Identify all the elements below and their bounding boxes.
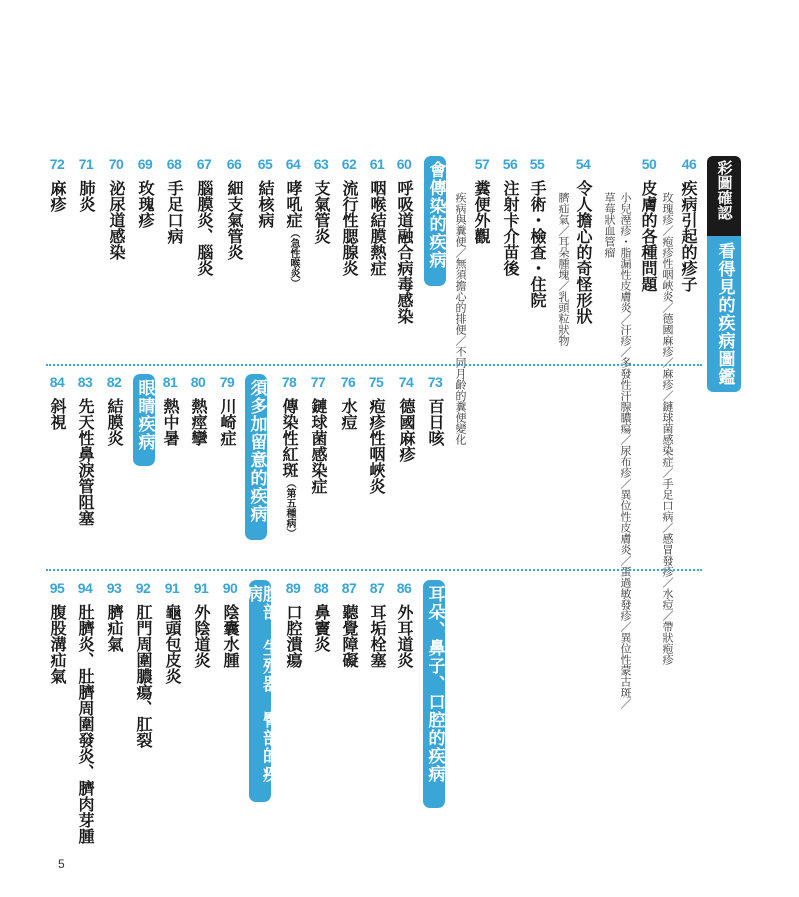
entry-subtopics: 小兒溼疹・脂漏性皮膚炎／汗疹／多發性汗腺膿瘍／尿布疹／異位性皮膚炎／蛋過敏發疹／異位性蒙古斑／ — [619, 192, 632, 709]
entry-number: 70 — [108, 156, 124, 172]
section-banner-abdomen: 腹部、生殖器、臀部的疾病 — [249, 580, 271, 802]
toc-entry[interactable]: 皮膚的各種問題 — [639, 180, 658, 292]
entry-number: 88 — [313, 580, 329, 596]
entry-number: 87 — [369, 580, 385, 596]
toc-entry[interactable]: 疾病引起的疹子 — [679, 180, 698, 292]
entry-number: 66 — [226, 156, 242, 172]
toc-entry[interactable]: 支氣管炎 — [312, 180, 331, 244]
toc-entry[interactable]: 熱痙攣 — [189, 398, 208, 446]
entry-number: 87 — [341, 580, 357, 596]
toc-entry[interactable]: 細支氣管炎 — [225, 180, 244, 260]
toc-entry[interactable]: 腹股溝疝氣 — [48, 604, 67, 684]
toc-entry[interactable]: 糞便外觀 — [472, 180, 491, 244]
entry-number: 69 — [137, 156, 153, 172]
section-divider — [46, 569, 702, 571]
entry-title: 哮吼症 — [284, 180, 303, 228]
toc-entry[interactable]: 耳垢栓塞 — [368, 604, 387, 668]
entry-number: 67 — [196, 156, 212, 172]
toc-entry[interactable]: 龜頭包皮炎 — [163, 604, 182, 684]
entry-number: 76 — [340, 374, 356, 390]
entry-number: 72 — [49, 156, 65, 172]
entry-number: 89 — [285, 580, 301, 596]
toc-entry[interactable]: 肺炎 — [77, 180, 96, 212]
entry-number: 61 — [369, 156, 385, 172]
toc-entry[interactable]: 泌尿道感染 — [107, 180, 126, 260]
toc-entry[interactable]: 呼吸道融合病毒感染 — [395, 180, 414, 324]
section-divider — [46, 364, 702, 366]
entry-number: 73 — [427, 374, 443, 390]
entry-note: （第五種病） — [284, 478, 295, 538]
entry-number: 57 — [474, 156, 490, 172]
toc-entry[interactable]: 陰囊水腫 — [221, 604, 240, 668]
entry-number: 56 — [502, 156, 518, 172]
toc-entry[interactable]: 結核病 — [256, 180, 275, 228]
toc-entry[interactable]: 疱疹性咽峽炎 — [367, 398, 386, 494]
entry-subtopics: 疾病與糞便／無須擔心的排便／不同月齡的糞便變化 — [454, 192, 467, 445]
entry-subtopics: 玫瑰疹／疱疹性咽峽炎／德國麻疹／麻疹／鏈球菌感染症／手足口病／感冒發疹／水痘／帶狀疱疹 — [661, 192, 674, 665]
entry-number: 95 — [49, 580, 65, 596]
toc-entry[interactable]: 川崎症 — [218, 398, 237, 446]
toc-entry[interactable]: 肚臍炎、肚臍周圍發炎、臍肉芽腫 — [76, 604, 95, 844]
toc-entry[interactable]: 口腔潰瘍 — [284, 604, 303, 668]
entry-number: 60 — [396, 156, 412, 172]
toc-entry[interactable]: 玫瑰疹 — [136, 180, 155, 228]
entry-number: 63 — [313, 156, 329, 172]
toc-entry[interactable]: 鏈球菌感染症 — [309, 398, 328, 494]
toc-entry[interactable]: 流行性腮腺炎 — [340, 180, 359, 276]
entry-number: 64 — [285, 156, 301, 172]
entry-number: 54 — [575, 156, 591, 172]
toc-entry[interactable]: 熱中暑 — [161, 398, 180, 446]
section-banner-ent: 耳朵、鼻子、口腔的疾病 — [423, 580, 445, 808]
toc-entry[interactable]: 斜視 — [48, 398, 67, 430]
toc-entry[interactable]: 德國麻疹 — [397, 398, 416, 462]
entry-number: 91 — [193, 580, 209, 596]
color-section-box — [707, 156, 741, 392]
entry-number: 62 — [341, 156, 357, 172]
entry-number: 77 — [310, 374, 326, 390]
entry-number: 75 — [368, 374, 384, 390]
toc-entry[interactable]: 外陰道炎 — [192, 604, 211, 668]
toc-entry[interactable]: 水痘 — [339, 398, 358, 430]
entry-number: 50 — [641, 156, 657, 172]
toc-entry[interactable]: 先天性鼻淚管阻塞 — [76, 398, 95, 526]
toc-entry[interactable]: 注射卡介苗後 — [501, 180, 520, 276]
entry-number: 93 — [106, 580, 122, 596]
color-section-title: 看得見的疾病圖鑑 — [707, 236, 741, 392]
toc-entry[interactable]: 鼻竇炎 — [312, 604, 331, 652]
entry-number: 86 — [396, 580, 412, 596]
toc-entry[interactable]: 麻疹 — [48, 180, 67, 212]
entry-number: 84 — [49, 374, 65, 390]
entry-number: 81 — [162, 374, 178, 390]
toc-entry[interactable] — [285, 180, 301, 288]
color-section-badge: 彩圖確認 — [707, 156, 741, 236]
entry-number: 79 — [219, 374, 235, 390]
toc-entry[interactable]: 手足口病 — [165, 180, 184, 244]
section-banner-eye: 眼睛疾病 — [133, 374, 155, 466]
entry-number: 78 — [281, 374, 297, 390]
entry-number: 71 — [78, 156, 94, 172]
entry-title: 傳染性紅斑 — [280, 398, 299, 478]
section-banner-infectious: 會傳染的疾病 — [424, 156, 446, 286]
entry-number: 91 — [164, 580, 180, 596]
toc-entry[interactable]: 臍疝氣 — [105, 604, 124, 652]
entry-number: 74 — [398, 374, 414, 390]
entry-subtopics: 草莓狀血管瘤 — [603, 192, 616, 258]
entry-subtopics: 臍疝氣／耳朵腫塊／乳頭粒狀物 — [557, 192, 570, 346]
entry-number: 68 — [166, 156, 182, 172]
entry-number: 92 — [135, 580, 151, 596]
entry-number: 90 — [222, 580, 238, 596]
entry-number: 65 — [257, 156, 273, 172]
entry-number: 80 — [190, 374, 206, 390]
toc-entry[interactable]: 腦膜炎、腦炎 — [195, 180, 214, 276]
toc-entry[interactable]: 咽喉結膜熱症 — [368, 180, 387, 276]
page-number: 5 — [58, 857, 65, 871]
toc-entry[interactable]: 百日咳 — [426, 398, 445, 446]
toc-entry[interactable]: 手術・檢查・住院 — [528, 180, 547, 308]
toc-entry[interactable]: 結膜炎 — [105, 398, 124, 446]
entry-number: 82 — [106, 374, 122, 390]
entry-number: 46 — [681, 156, 697, 172]
toc-entry[interactable]: 令人擔心的奇怪形狀 — [574, 180, 593, 324]
entry-note: （急性喉炎） — [288, 228, 299, 288]
toc-entry[interactable]: 外耳道炎 — [395, 604, 414, 668]
entry-number: 83 — [77, 374, 93, 390]
toc-entry[interactable] — [281, 398, 297, 538]
entry-number: 55 — [529, 156, 545, 172]
toc-entry[interactable]: 肛門周圍膿瘍、肛裂 — [134, 604, 153, 748]
entry-number: 94 — [77, 580, 93, 596]
toc-entry[interactable]: 聽覺障礙 — [340, 604, 359, 668]
section-banner-care: 須多加留意的疾病 — [245, 374, 267, 540]
